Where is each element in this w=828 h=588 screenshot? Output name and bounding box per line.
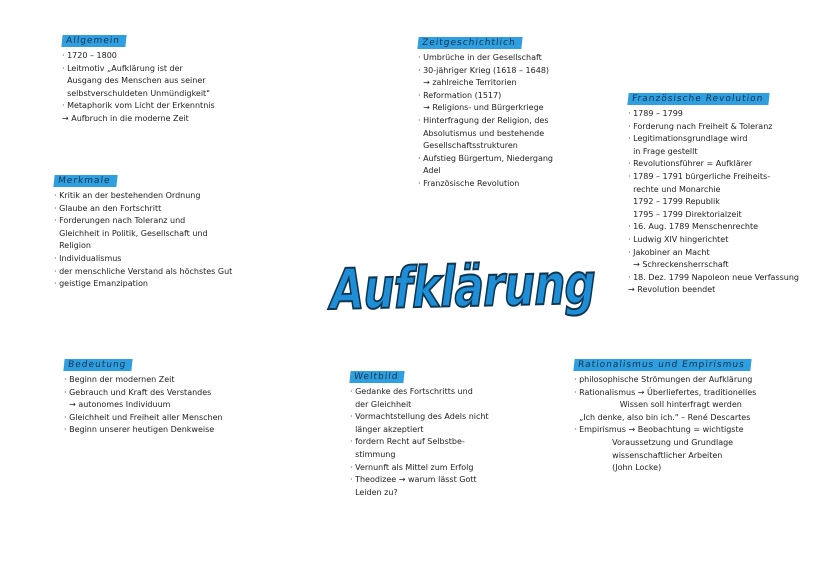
section-bedeutung: [64, 352, 223, 437]
bullet-line: Voraussetzung und Grundlage: [574, 437, 734, 447]
bullet-line: → Revolution beendet: [628, 285, 716, 295]
bullet-line: · 1789 – 1799: [628, 109, 683, 118]
heading-rationalismus: Rationalismus und Empirismus: [573, 359, 751, 371]
bullet-line: rechte und Monarchie: [628, 184, 721, 194]
bullet-line: → Schreckensherrschaft: [628, 260, 729, 270]
bullet-line: länger akzeptiert: [350, 424, 424, 434]
bullet-line: · 1720 – 1800: [62, 51, 117, 60]
lines-zeitgeschichtlich: [418, 52, 553, 191]
heading-bedeutung: Bedeutung: [63, 359, 133, 371]
bullet-line: · 1789 – 1791 bürgerliche Freiheits-: [628, 171, 771, 181]
bullet-line: Adel: [418, 166, 441, 176]
bullet-line: · Forderungen nach Toleranz und: [54, 216, 186, 226]
bullet-line: der Gleichheit: [350, 399, 412, 409]
bullet-line: · Gedanke des Fortschritts und: [350, 387, 473, 396]
bullet-line: · Jakobiner an Macht: [628, 247, 710, 257]
bullet-line: · Kritik an der bestehenden Ordnung: [54, 191, 201, 200]
bullet-line: 1795 – 1799 Direktorialzeit: [628, 209, 742, 219]
bullet-line: · der menschliche Verstand als höchstes Gut: [54, 266, 233, 276]
page-title: Aufklärung: [330, 252, 596, 323]
bullet-line: 1792 – 1799 Republik: [628, 197, 720, 207]
bullet-line: · Rationalismus → Überliefertes, traditionelles: [574, 387, 757, 397]
section-revolution: [628, 86, 799, 297]
bullet-line: · Umbrüche in der Gesellschaft: [418, 53, 542, 62]
bullet-line: · Ludwig XIV hingerichtet: [628, 234, 729, 244]
bullet-line: · Reformation (1517): [418, 90, 502, 100]
bullet-line: → zahlreiche Territorien: [418, 78, 517, 88]
heading-zeitgeschichtlich: Zeitgeschichtlich: [417, 37, 522, 49]
bullet-line: · Hinterfragung der Religion, des: [418, 115, 549, 125]
bullet-line: · Metaphorik vom Licht der Erkenntnis: [62, 101, 215, 111]
bullet-line: · Beginn der modernen Zeit: [64, 375, 175, 384]
bullet-line: · Forderung nach Freiheit & Toleranz: [628, 121, 773, 131]
lines-revolution: [628, 108, 799, 297]
bullet-line: · Glaube an den Fortschritt: [54, 203, 162, 213]
bullet-line: Leiden zu?: [350, 487, 398, 497]
heading-allgemein: Allgemein: [61, 35, 126, 47]
bullet-line: Gesellschaftsstrukturen: [418, 141, 518, 151]
bullet-line: · Revolutionsführer = Aufklärer: [628, 159, 753, 169]
bullet-line: · Individualismus: [54, 253, 122, 263]
section-weltbild: [350, 364, 489, 499]
section-allgemein: [62, 28, 215, 126]
bullet-line: (John Locke): [574, 463, 662, 473]
bullet-line: · Vernunft als Mittel zum Erfolg: [350, 462, 474, 472]
section-merkmale: [54, 168, 232, 291]
lines-merkmale: [54, 190, 232, 291]
bullet-line: stimmung: [350, 449, 396, 459]
bullet-line: in Frage gestellt: [628, 146, 698, 156]
bullet-line: „Ich denke, also bin ich." – René Descartes: [574, 412, 751, 422]
bullet-line: · Legitimationsgrundlage wird: [628, 134, 748, 144]
heading-weltbild: Weltbild: [349, 371, 405, 383]
bullet-line: · Theodizee → warum lässt Gott: [350, 475, 477, 485]
bullet-line: · Vormachtstellung des Adels nicht: [350, 412, 489, 422]
bullet-line: · 16. Aug. 1789 Menschenrechte: [628, 222, 759, 232]
bullet-line: · Leitmotiv „Aufklärung ist der: [62, 63, 183, 73]
bullet-line: → Aufbruch in die moderne Zeit: [62, 113, 189, 123]
bullet-line: → Religions- und Bürgerkriege: [418, 103, 544, 113]
bullet-line: Ausgang des Menschen aus seiner: [62, 76, 206, 86]
bullet-line: · 30-jähriger Krieg (1618 – 1648): [418, 65, 550, 75]
bullet-line: wissenschaftlicher Arbeiten: [574, 450, 723, 460]
bullet-line: · Aufstieg Bürgertum, Niedergang: [418, 153, 554, 163]
lines-bedeutung: [64, 374, 223, 437]
heading-merkmale: Merkmale: [53, 175, 117, 187]
lines-weltbild: [350, 386, 489, 499]
bullet-line: · Gebrauch und Kraft des Verstandes: [64, 387, 212, 397]
bullet-line: selbstverschuldeten Unmündigkeit": [62, 88, 210, 98]
bullet-line: · philosophische Strömungen der Aufklärung: [574, 375, 753, 384]
bullet-line: Religion: [54, 241, 91, 251]
bullet-line: Wissen soll hinterfragt werden: [574, 400, 742, 410]
bullet-line: · Beginn unserer heutigen Denkweise: [64, 425, 215, 435]
heading-revolution: Französische Revolution: [627, 93, 770, 105]
bullet-line: Gleichheit in Politik, Gesellschaft und: [54, 228, 208, 238]
section-rationalismus: [574, 352, 756, 475]
bullet-line: · Französische Revolution: [418, 178, 520, 188]
lines-allgemein: [62, 50, 215, 126]
bullet-line: · Empirismus → Beobachtung = wichtigste: [574, 425, 744, 435]
bullet-line: · fordern Recht auf Selbstbe-: [350, 437, 465, 447]
bullet-line: · 18. Dez. 1799 Napoleon neue Verfassung: [628, 272, 799, 282]
bullet-line: → autonomes Individuum: [64, 400, 171, 410]
section-zeitgeschichtlich: [418, 30, 553, 191]
bullet-line: · geistige Emanzipation: [54, 279, 148, 289]
bullet-line: · Gleichheit und Freiheit aller Menschen: [64, 412, 223, 422]
lines-rationalismus: [574, 374, 756, 475]
bullet-line: Absolutismus und bestehende: [418, 128, 545, 138]
